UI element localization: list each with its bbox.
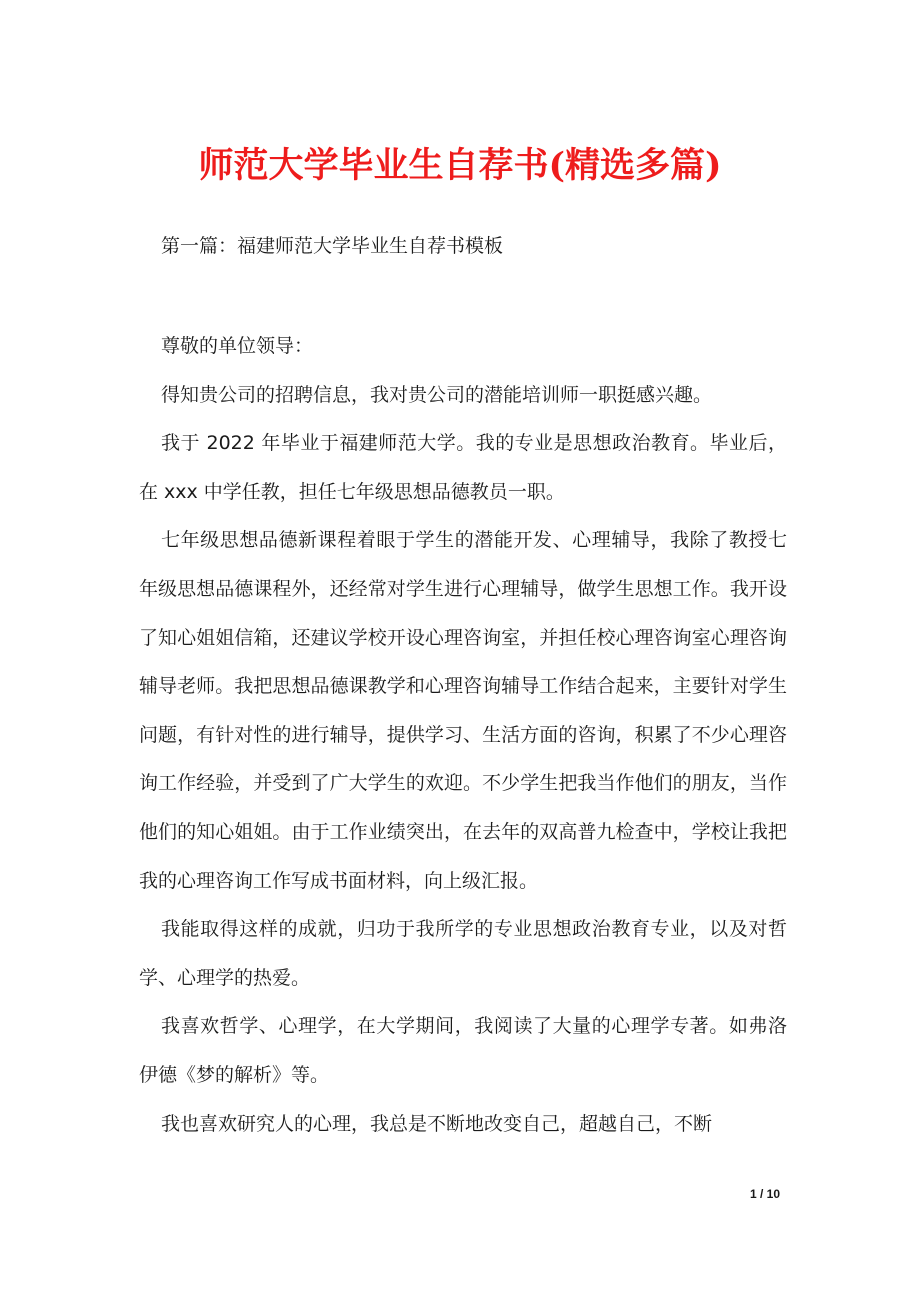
paragraph: 我喜欢哲学、心理学，在大学期间，我阅读了大量的心理学专著。如弗洛伊德《梦的解析》等。 xyxy=(139,1015,787,1086)
paragraph-salutation: 尊敬的单位领导： xyxy=(161,335,314,357)
document-title: 师范大学毕业生自荐书(精选多篇) xyxy=(198,145,722,186)
document-body xyxy=(139,322,787,1148)
paragraph: 得知贵公司的招聘信息，我对贵公司的潜能培训师一职挺感兴趣。 xyxy=(161,383,713,406)
paragraph: 我能取得这样的成就，归功于我所学的专业思想政治教育专业，以及对哲学、心理学的热爱。 xyxy=(139,918,787,989)
paragraph: 我也喜欢研究人的心理，我总是不断地改变自己，超越自己，不断 xyxy=(161,1112,713,1135)
section-heading: 第一篇：福建师范大学毕业生自荐书模板 xyxy=(161,235,504,257)
page-number: 1 / 10 xyxy=(749,1187,780,1201)
paragraph: 我于 2022 年毕业于福建师范大学。我的专业是思想政治教育。毕业后，在 xxx 中学任教，担任七年级思想品德教员一职。 xyxy=(139,432,787,503)
paragraph: 七年级思想品德新课程着眼于学生的潜能开发、心理辅导，我除了教授七年级思想品德课程外，还经常对学生进行心理辅导，做学生思想工作。我开设了知心姐姐信箱，还建议学校开设心理咨询室，并担任校心理咨询室心理咨询辅导老师。我把思想品德课教学和心理咨询辅导工作结合起来，主要针对学生问题，有针对性的进行辅导，提供学习、生活方面的咨询，积累了不少心理咨询工作经验，并受到了广大学生的欢迎。不少学生把我当作他们的朋友，当作他们的知心姐姐。由于工作业绩突出，在去年的双高普九检查中，学校让我把我的心理咨询工作写成书面材料，向上级汇报。 xyxy=(139,529,787,892)
